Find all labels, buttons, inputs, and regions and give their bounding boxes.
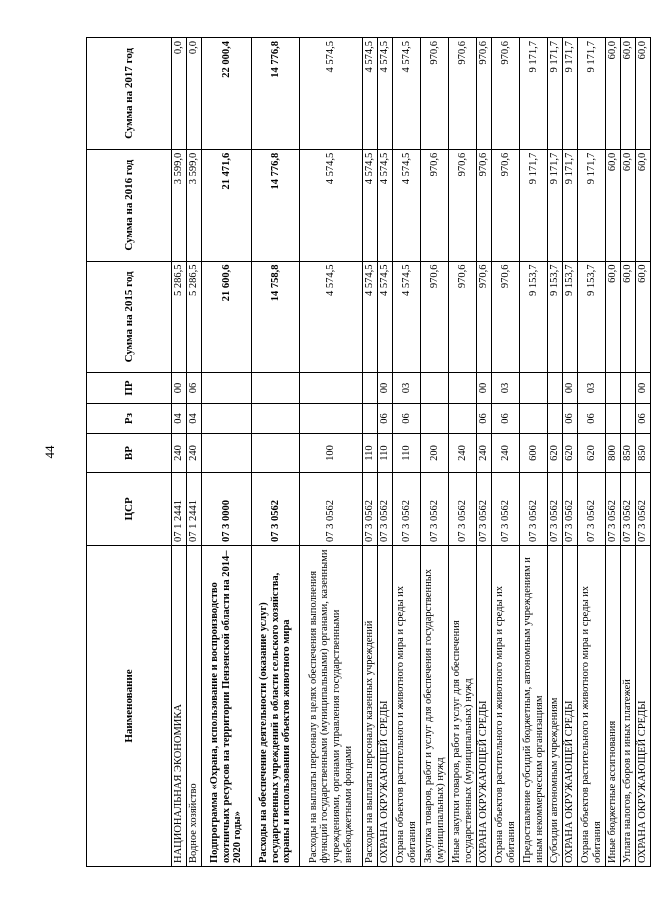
cell-sum-2016: 3 599,0	[172, 149, 187, 261]
cell-sum-2017: 60,0	[606, 38, 621, 150]
cell-sum-2017: 60,0	[636, 38, 651, 150]
cell-sum-2017: 4 574,5	[363, 38, 378, 150]
cell-name: Уплата налогов, сборов и иных платежей	[621, 545, 636, 866]
cell-sum-2016: 970,6	[421, 149, 449, 261]
cell-sum-2015: 60,0	[636, 261, 651, 373]
cell-sum-2016: 60,0	[621, 149, 636, 261]
cell-pr	[252, 373, 300, 403]
cell-sum-2017: 0,0	[187, 38, 202, 150]
table-row	[621, 38, 636, 867]
cell-sum-2016: 4 574,5	[393, 149, 421, 261]
table-row	[548, 38, 563, 867]
header-pr: ПР	[87, 373, 172, 403]
header-rz: Рз	[87, 403, 172, 433]
cell-rz	[363, 403, 378, 433]
cell-sum-2017: 14 776,8	[252, 38, 300, 150]
cell-vr: 240	[449, 434, 477, 473]
rotated-content	[86, 37, 649, 867]
cell-csr: 07 3 0000	[202, 472, 252, 545]
cell-sum-2016: 14 776,8	[252, 149, 300, 261]
table-row	[252, 38, 300, 867]
cell-csr: 07 3 0562	[300, 472, 363, 545]
table-row	[477, 38, 492, 867]
cell-csr: 07 3 0562	[393, 472, 421, 545]
cell-pr	[300, 373, 363, 403]
cell-pr	[202, 373, 252, 403]
header-name: Наименование	[87, 545, 172, 866]
rotated-page	[86, 37, 649, 867]
cell-pr: 03	[492, 373, 520, 403]
table-row	[421, 38, 449, 867]
cell-sum-2017: 9 171,7	[578, 38, 606, 150]
table-row	[520, 38, 548, 867]
cell-name: Закупка товаров, работ и услуг для обеспечения государственных (муниципальных) нужд	[421, 545, 449, 866]
cell-sum-2017: 9 171,7	[563, 38, 578, 150]
cell-sum-2015: 970,6	[492, 261, 520, 373]
cell-vr: 110	[393, 434, 421, 473]
cell-pr	[520, 373, 548, 403]
cell-rz: 06	[578, 403, 606, 433]
cell-csr: 07 3 0562	[449, 472, 477, 545]
cell-vr: 800	[606, 434, 621, 473]
cell-rz: 04	[187, 403, 202, 433]
cell-sum-2016: 60,0	[636, 149, 651, 261]
cell-rz: 06	[477, 403, 492, 433]
cell-csr: 07 3 0562	[548, 472, 563, 545]
cell-rz	[621, 403, 636, 433]
cell-sum-2015: 9 153,7	[563, 261, 578, 373]
cell-pr: 03	[393, 373, 421, 403]
cell-rz	[421, 403, 449, 433]
page-number: 44	[42, 445, 57, 459]
cell-pr: 00	[477, 373, 492, 403]
cell-rz	[520, 403, 548, 433]
cell-vr: 240	[492, 434, 520, 473]
cell-sum-2017: 970,6	[477, 38, 492, 150]
table-header-row	[87, 38, 172, 867]
cell-vr: 620	[578, 434, 606, 473]
cell-vr: 620	[563, 434, 578, 473]
cell-rz: 06	[492, 403, 520, 433]
cell-sum-2016: 3 599,0	[187, 149, 202, 261]
cell-name: Иные закупки товаров, работ и услуг для обеспечения государственных (муниципальных) нужд	[449, 545, 477, 866]
cell-sum-2015: 4 574,5	[393, 261, 421, 373]
cell-sum-2017: 60,0	[621, 38, 636, 150]
cell-name: Расходы на выплаты персоналу казенных учреждений	[363, 545, 378, 866]
cell-sum-2017: 0,0	[172, 38, 187, 150]
cell-sum-2016: 4 574,5	[300, 149, 363, 261]
cell-csr: 07 3 0562	[421, 472, 449, 545]
cell-sum-2015: 4 574,5	[378, 261, 393, 373]
cell-sum-2016: 970,6	[477, 149, 492, 261]
cell-sum-2017: 9 171,7	[520, 38, 548, 150]
cell-name: НАЦИОНАЛЬНАЯ ЭКОНОМИКА	[172, 545, 187, 866]
cell-sum-2015: 21 600,6	[202, 261, 252, 373]
cell-csr: 07 3 0562	[252, 472, 300, 545]
cell-rz	[449, 403, 477, 433]
cell-name: ОХРАНА ОКРУЖАЮЩЕЙ СРЕДЫ	[378, 545, 393, 866]
cell-pr: 00	[172, 373, 187, 403]
table-row	[563, 38, 578, 867]
cell-sum-2015: 970,6	[421, 261, 449, 373]
table-row	[187, 38, 202, 867]
table-row	[300, 38, 363, 867]
cell-vr: 240	[477, 434, 492, 473]
cell-sum-2016: 970,6	[449, 149, 477, 261]
cell-sum-2016: 9 171,7	[563, 149, 578, 261]
cell-sum-2017: 4 574,5	[300, 38, 363, 150]
table-row	[172, 38, 187, 867]
cell-name: Водное хозяйство	[187, 545, 202, 866]
cell-csr: 07 1 2441	[172, 472, 187, 545]
cell-vr: 850	[621, 434, 636, 473]
cell-csr: 07 3 0562	[477, 472, 492, 545]
table-row	[393, 38, 421, 867]
budget-table	[86, 37, 651, 867]
table-row	[202, 38, 252, 867]
cell-name: Подпрограмма «Охрана, использование и воспроизводство охотничьих ресурсов на территории Пензенской области на 2014–2020 годы»	[202, 545, 252, 866]
table-row	[378, 38, 393, 867]
cell-csr: 07 3 0562	[621, 472, 636, 545]
cell-rz: 06	[393, 403, 421, 433]
cell-vr: 200	[421, 434, 449, 473]
cell-csr: 07 3 0562	[363, 472, 378, 545]
cell-name: ОХРАНА ОКРУЖАЮЩЕЙ СРЕДЫ	[636, 545, 651, 866]
cell-rz: 04	[172, 403, 187, 433]
cell-pr: 06	[187, 373, 202, 403]
cell-name: Расходы на обеспечение деятельности (оказание услуг) государственных учреждений в области сельского хозяйства, охраны и использования объектов животного мира	[252, 545, 300, 866]
cell-pr	[606, 373, 621, 403]
cell-pr	[363, 373, 378, 403]
cell-name: Охрана объектов растительного и животного мира и среды их обитания	[578, 545, 606, 866]
cell-csr: 07 3 0562	[606, 472, 621, 545]
cell-pr	[449, 373, 477, 403]
cell-sum-2016: 9 171,7	[548, 149, 563, 261]
cell-name: ОХРАНА ОКРУЖАЮЩЕЙ СРЕДЫ	[563, 545, 578, 866]
cell-name: Иные бюджетные ассигнования	[606, 545, 621, 866]
cell-sum-2017: 4 574,5	[378, 38, 393, 150]
cell-name: ОХРАНА ОКРУЖАЮЩЕЙ СРЕДЫ	[477, 545, 492, 866]
cell-rz: 06	[378, 403, 393, 433]
cell-sum-2015: 4 574,5	[300, 261, 363, 373]
table-body	[172, 38, 651, 867]
header-sum-2016: Сумма на 2016 год	[87, 149, 172, 261]
cell-name: Охрана объектов растительного и животного мира и среды их обитания	[492, 545, 520, 866]
cell-sum-2015: 60,0	[621, 261, 636, 373]
cell-sum-2016: 9 171,7	[578, 149, 606, 261]
cell-name: Предоставление субсидий бюджетным, автономным учреждениям и иным некоммерческим организациям	[520, 545, 548, 866]
cell-vr	[252, 434, 300, 473]
cell-rz	[252, 403, 300, 433]
cell-sum-2015: 970,6	[477, 261, 492, 373]
cell-pr: 00	[563, 373, 578, 403]
cell-sum-2015: 60,0	[606, 261, 621, 373]
table-row	[363, 38, 378, 867]
cell-csr: 07 3 0562	[492, 472, 520, 545]
header-sum-2015: Сумма на 2015 год	[87, 261, 172, 373]
table-row	[492, 38, 520, 867]
cell-csr: 07 3 0562	[378, 472, 393, 545]
table-row	[449, 38, 477, 867]
cell-sum-2016: 9 171,7	[520, 149, 548, 261]
cell-rz	[202, 403, 252, 433]
table-row	[578, 38, 606, 867]
cell-rz: 06	[636, 403, 651, 433]
cell-sum-2015: 5 286,5	[187, 261, 202, 373]
cell-csr: 07 3 0562	[636, 472, 651, 545]
cell-vr: 240	[187, 434, 202, 473]
cell-pr: 03	[578, 373, 606, 403]
cell-vr: 850	[636, 434, 651, 473]
cell-name: Расходы на выплаты персоналу в целях обеспечения выполнения функций государственными (муниципальными) органами, казенными учреждениями, органами управления государственными внебюджетными фондами	[300, 545, 363, 866]
cell-sum-2016: 21 471,6	[202, 149, 252, 261]
cell-name: Субсидии автономным учреждениям	[548, 545, 563, 866]
cell-csr: 07 3 0562	[578, 472, 606, 545]
cell-pr	[621, 373, 636, 403]
cell-sum-2016: 970,6	[492, 149, 520, 261]
cell-sum-2016: 60,0	[606, 149, 621, 261]
cell-vr: 100	[300, 434, 363, 473]
table-row	[606, 38, 621, 867]
cell-name: Охрана объектов растительного и животного мира и среды их обитания	[393, 545, 421, 866]
cell-vr	[202, 434, 252, 473]
cell-rz	[606, 403, 621, 433]
cell-vr: 600	[520, 434, 548, 473]
cell-vr: 240	[172, 434, 187, 473]
cell-pr: 00	[636, 373, 651, 403]
cell-sum-2016: 4 574,5	[378, 149, 393, 261]
cell-sum-2015: 14 758,8	[252, 261, 300, 373]
cell-sum-2015: 9 153,7	[548, 261, 563, 373]
cell-rz	[548, 403, 563, 433]
cell-sum-2015: 9 153,7	[520, 261, 548, 373]
cell-sum-2015: 5 286,5	[172, 261, 187, 373]
header-sum-2017: Сумма на 2017 год	[87, 38, 172, 150]
cell-sum-2015: 9 153,7	[578, 261, 606, 373]
cell-sum-2016: 4 574,5	[363, 149, 378, 261]
cell-pr	[548, 373, 563, 403]
cell-sum-2017: 22 000,4	[202, 38, 252, 150]
cell-rz	[300, 403, 363, 433]
header-csr: ЦСР	[87, 472, 172, 545]
cell-vr: 110	[363, 434, 378, 473]
cell-sum-2017: 970,6	[449, 38, 477, 150]
cell-sum-2015: 4 574,5	[363, 261, 378, 373]
cell-vr: 620	[548, 434, 563, 473]
cell-sum-2017: 970,6	[421, 38, 449, 150]
cell-csr: 07 1 2441	[187, 472, 202, 545]
cell-rz: 06	[563, 403, 578, 433]
cell-vr: 110	[378, 434, 393, 473]
header-vr: ВР	[87, 434, 172, 473]
cell-csr: 07 3 0562	[563, 472, 578, 545]
cell-sum-2017: 970,6	[492, 38, 520, 150]
cell-sum-2017: 4 574,5	[393, 38, 421, 150]
cell-pr	[421, 373, 449, 403]
cell-csr: 07 3 0562	[520, 472, 548, 545]
table-row	[636, 38, 651, 867]
cell-sum-2017: 9 171,7	[548, 38, 563, 150]
cell-sum-2015: 970,6	[449, 261, 477, 373]
cell-pr: 00	[378, 373, 393, 403]
